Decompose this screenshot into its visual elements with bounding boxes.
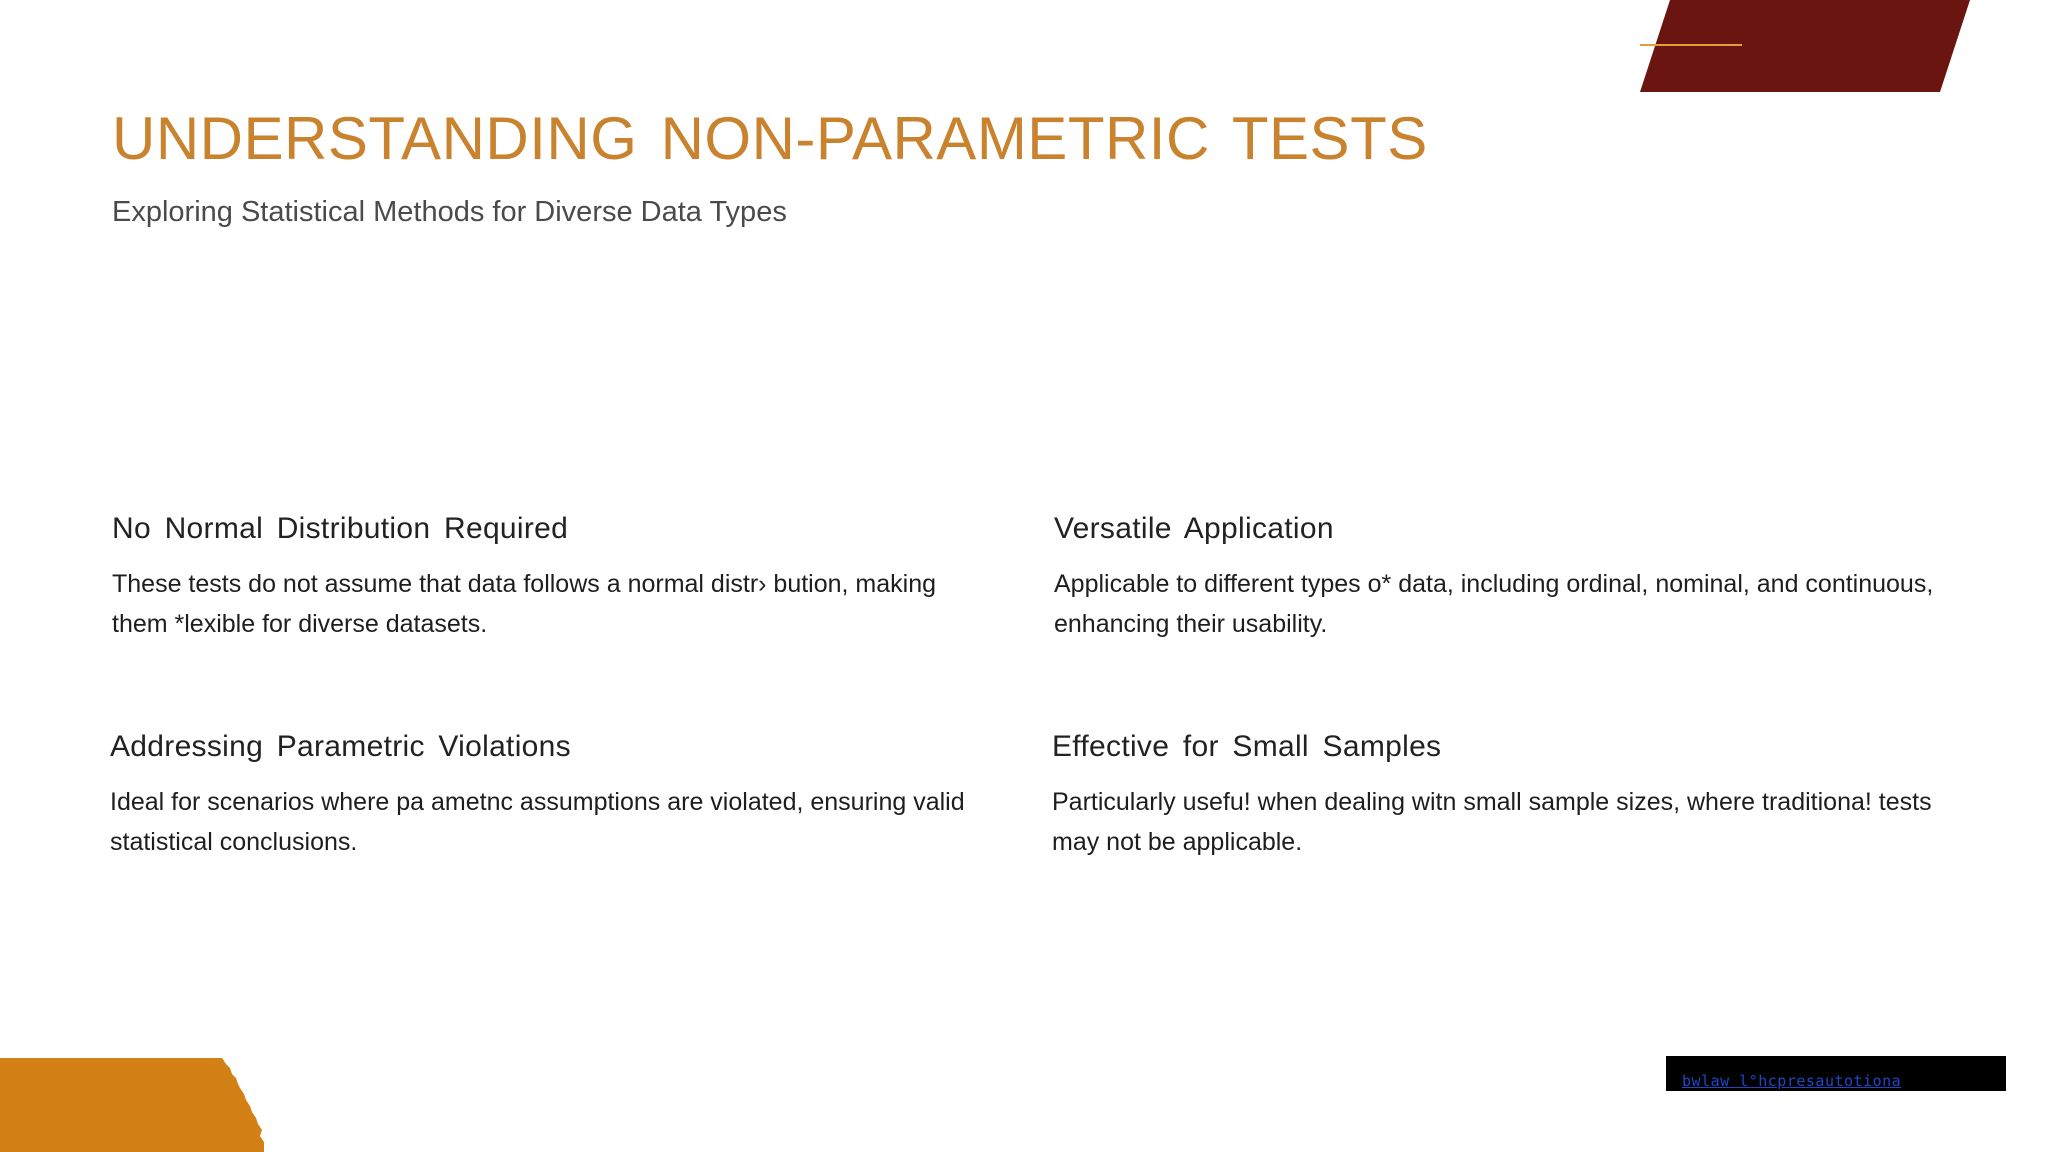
top-right-accent-shape <box>1640 0 1970 92</box>
card-text: Ideal for scenarios where pa ametnc assumptions are violated, ensuring valid statistical conclusions. <box>110 788 965 856</box>
card-title: Versatile Application <box>1054 512 1334 545</box>
card-text: Particularly usefu! when dealing witn small sample sizes, where traditiona! tests may not be applicable. <box>1052 788 1932 856</box>
card-text: Applicable to different types o* data, including ordinal, nominal, and continuous, enhancing their usability. <box>1054 570 1934 638</box>
slide-subtitle: Exploring Statistical Methods for Diverse Data Types <box>112 196 787 228</box>
card-addressing-parametric-violations <box>110 730 990 862</box>
card-title: No Normal Distribution Required <box>112 512 569 545</box>
footer-link-box[interactable] <box>1666 1056 2006 1091</box>
card-title: Addressing Parametric Violations <box>110 730 571 763</box>
card-title: Effective for Small Samples <box>1052 730 1442 763</box>
card-no-normal-distribution <box>112 512 992 644</box>
orange-torn-shape <box>0 1058 264 1152</box>
footer-link[interactable]: bwlaw l°hcpresautotiona <box>1682 1072 1902 1090</box>
card-text: These tests do not assume that data follows a normal distr› bution, making them *lexible for diverse datasets. <box>112 570 937 638</box>
card-versatile-application <box>1054 512 1934 644</box>
card-effective-small-samples <box>1052 730 1932 862</box>
slide-title: UNDERSTANDING NON-PARAMETRIC TESTS <box>112 105 1428 172</box>
bottom-left-accent-shape <box>0 1058 270 1152</box>
